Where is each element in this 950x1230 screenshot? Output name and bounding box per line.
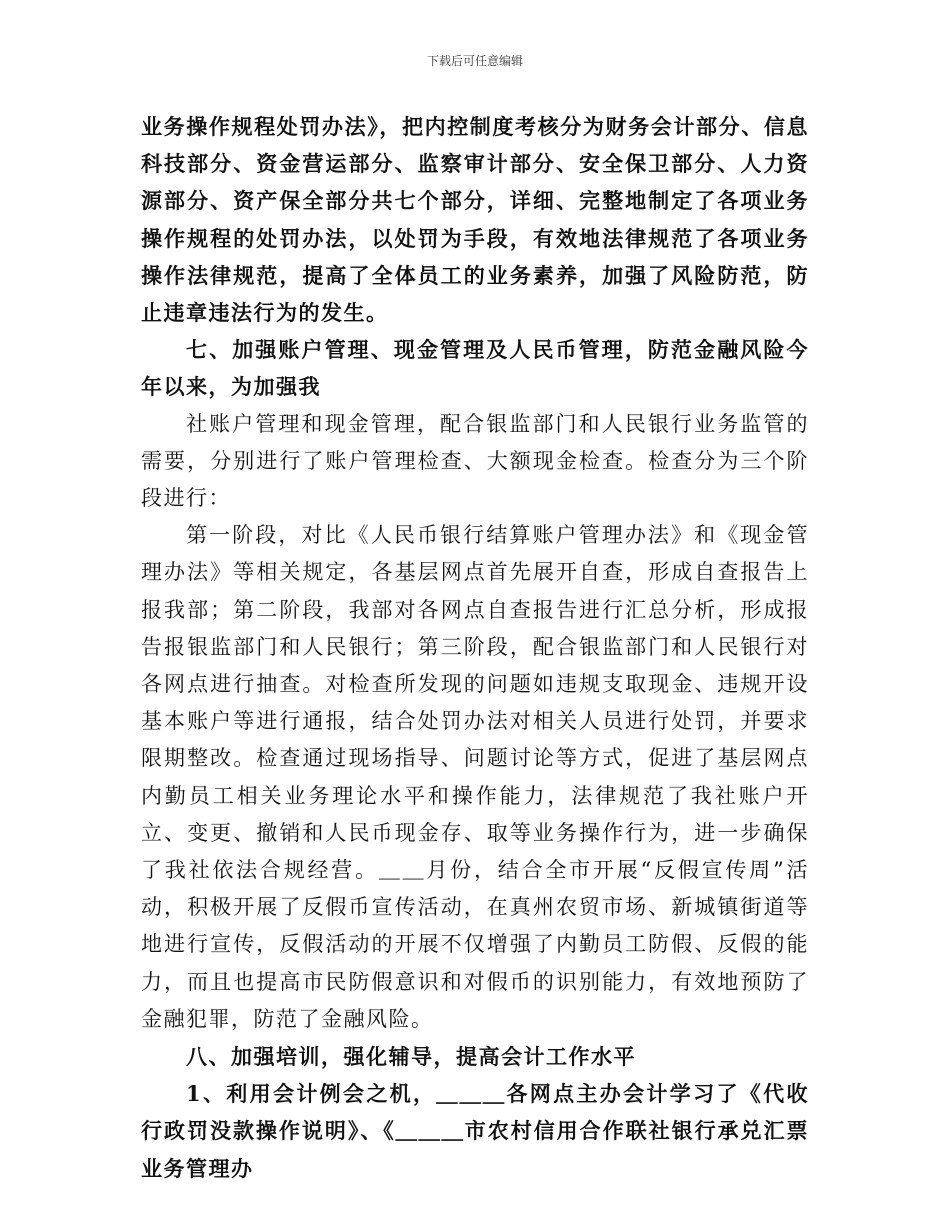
document-body xyxy=(141,108,809,1187)
heading-section-seven: 七、加强账户管理、现金管理及人民币管理，防范金融风险今年以来，为加强我 xyxy=(141,337,809,400)
paragraph-inspection-stages: 第一阶段，对比《人民币银行结算账户管理办法》和《现金管理办法》等相关规定，各基层网点首先展开自查，形成自查报告上报我部；第二阶段，我部对各网点自查报告进行汇总分析，形成报告报银监部门和人民银行；第三阶段，配合银监部门和人民银行对各网点进行抽查。对检查所发现的问题如违规支取现金、违规开设基本账户等进行通报，结合处罚办法对相关人员进行处罚，并要求限期整改。检查通过现场指导、问题讨论等方式，促进了基层网点内勤员工相关业务理论水平和操作能力，法律规范了我社账户开立、变更、撤销和人民币现金存、取等业务操作行为，进一步确保了我社依法合规经营。＿＿月份，结合全市开展“反假宣传周”活动，积极开展了反假币宣传活动，在真州农贸市场、新城镇街道等地进行宣传，反假活动的开展不仅增强了内勤员工防假、反假的能力，而且也提高市民防假意识和对假币的识别能力，有效地预防了金融犯罪，防范了金融风险。 xyxy=(141,523,809,1031)
paragraph-penalty-rules: 业务操作规程处罚办法》，把内控制度考核分为财务会计部分、信息科技部分、资金营运部分、监察审计部分、安全保卫部分、人力资源部分、资产保全部分共七个部分，详细、完整地制定了各项业务操作规程的处罚办法，以处罚为手段，有效地法律规范了各项业务操作法律规范，提高了全体员工的业务素养，加强了风险防范，防止违章违法行为的发生。 xyxy=(141,114,809,326)
paragraph-account-management: 社账户管理和现金管理，配合银监部门和人民银行业务监管的需要，分别进行了账户管理检查、大额现金检查。检查分为三个阶段进行： xyxy=(141,411,809,511)
heading-section-eight: 八、加强培训，强化辅导，提高会计工作水平 xyxy=(186,1044,636,1070)
page-header-note: 下载后可任意编辑 xyxy=(426,54,523,68)
paragraph-training-item-one: 1、利用会计例会之机，＿＿＿各网点主办会计学习了《代收行政罚没款操作说明》、《＿＿＿市农村信用合作联社银行承兑汇票业务管理办 xyxy=(141,1081,809,1181)
